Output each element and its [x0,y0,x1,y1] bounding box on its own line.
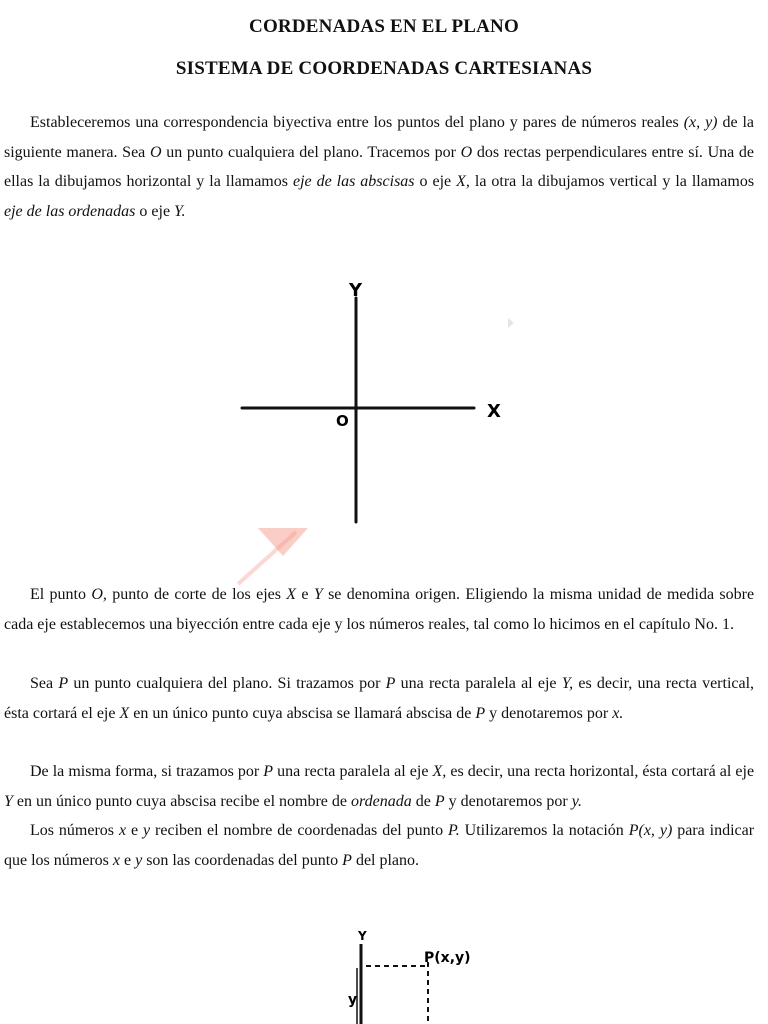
y-axis-label: Y [349,280,363,301]
watermark-logo [238,318,514,584]
paragraph-intro: Estableceremos una correspondencia biyectiva entre los puntos del plano y pares de números reales (x, y) de la siguiente manera. Sea O un punto cualquiera del plano. Tracemos por O dos rectas perpendiculares entre sí. Una de ellas la dibujamos horizontal y la llamamos eje de las abscisas o eje X, la otra la dibujamos vertical y la llamamos eje de las ordenadas o eje Y. [4,114,755,220]
paragraph-coordinates: Los números x e y reciben el nombre de coordenadas del punto P. Utilizaremos la notación P(x, y) para indicar que los números x e y son las coordenadas del punto P del plano. [4,822,755,869]
figure2-y-axis-label: Y [358,929,367,943]
paragraph-origin: El punto O, punto de corte de los ejes X e Y se denomina origen. Eligiendo la misma unidad de medida sobre cada eje establecemos una biyección entre cada eje y los números reales, tal como lo hicimos en el capítulo No. 1. [4,586,755,633]
paragraph-abscissa: Sea P un punto cualquiera del plano. Si trazamos por P una recta paralela al eje Y, es decir, una recta vertical, ésta cortará el eje X en un único punto cuya abscisa se llamará abscisa de P y denotaremos por x. [4,675,755,722]
point-figure [348,929,471,1024]
origin-label: O [336,412,349,430]
paragraph-ordinate: De la misma forma, si trazamos por P una recta paralela al eje X, es decir, una recta horizontal, ésta cortará al eje Y en un único punto cuya abscisa recibe el nombre de ordenada de P y denotaremos por y. [4,763,755,810]
point-p-label: P(x,y) [424,950,471,966]
page-title: CORDENADAS EN EL PLANO [249,16,519,37]
page-subtitle: SISTEMA DE COORDENADAS CARTESIANAS [175,58,593,79]
x-axis-label: X [487,401,501,422]
y-value-label: y [348,992,358,1008]
